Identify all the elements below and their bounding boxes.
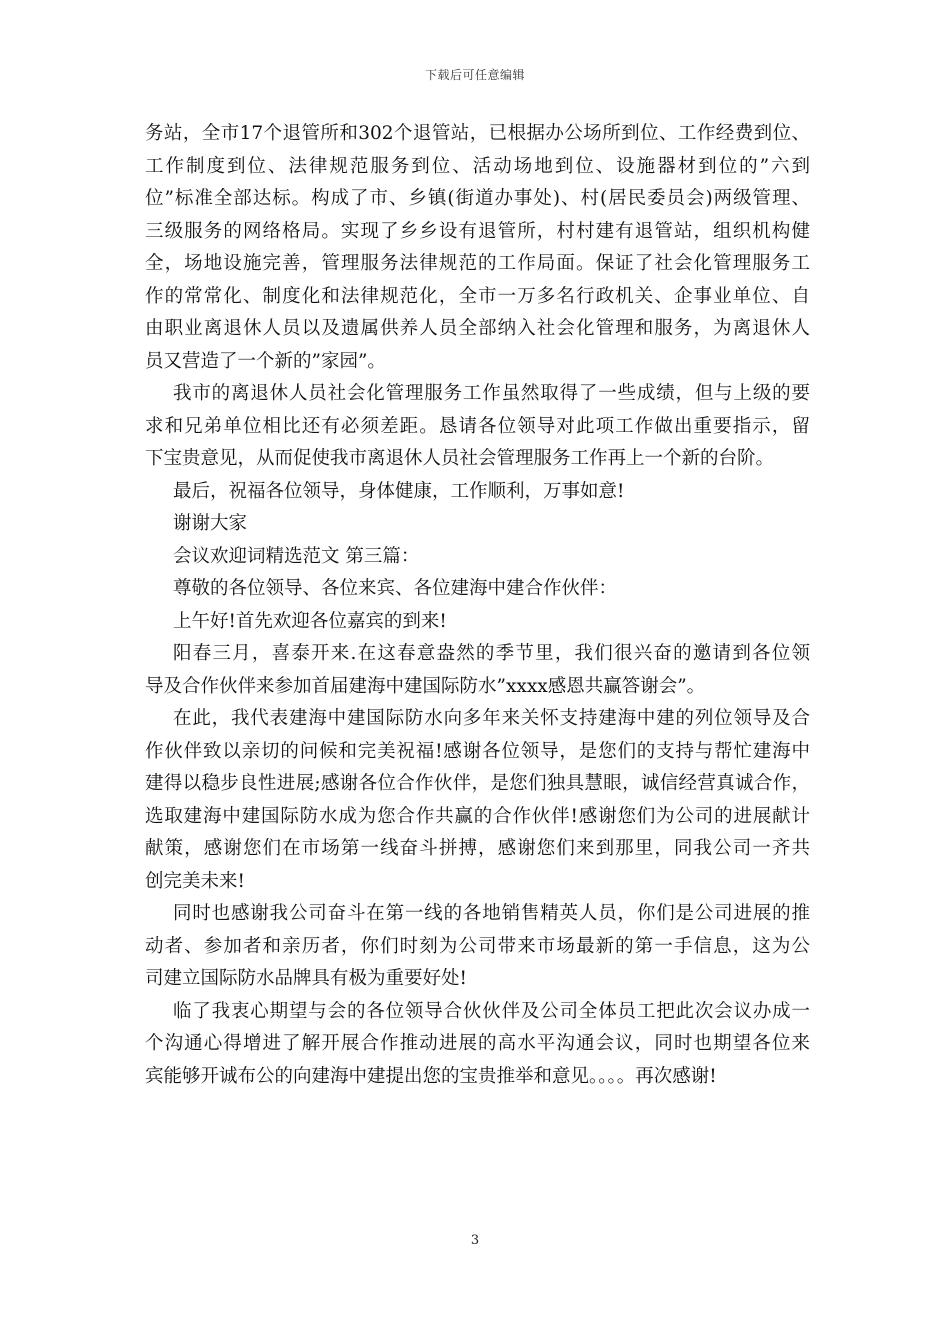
text-line: 宾能够开诚布公的向建海中建提出您的宝贵推举和意见。。。。再次感谢! — [145, 1065, 717, 1087]
text-line: 下宝贵意见，从而促使我市离退休人员社会管理服务工作再上一个新的台阶。 — [145, 448, 775, 469]
text-line: 同时也感谢我公司奋斗在第一线的各地销售精英人员，你们是公司进展的推 — [173, 903, 810, 924]
text-line: 选取建海中建国际防水成为您合作共赢的合作伙伴!感谢您们为公司的进展献计 — [145, 805, 810, 827]
text-line: 在此，我代表建海中建国际防水向多年来关怀支持建海中建的列位领导及合 — [173, 708, 810, 729]
document-body — [145, 118, 810, 1093]
text-line: 位”标准全部达标。构成了市、乡镇(街道办事处)、村(居民委员会)两级管理、 — [145, 188, 810, 209]
text-line: 动者、参加者和亲历者，你们时刻为公司带来市场最新的第一手信息，这为公 — [145, 935, 810, 957]
text-line: 献策，感谢您们在市场第一线奋斗拼搏，感谢您们来到那里，同我公司一齐共 — [145, 838, 810, 859]
text-line: 导及合作伙伴来参加首届建海中建国际防水”xxxx感恩共赢答谢会”。 — [145, 675, 706, 697]
text-line: 个沟通心得增进了解开展合作推动进展的高水平沟通会议，同时也期望各位来 — [145, 1033, 810, 1054]
page-header: 下载后可任意编辑 — [424, 68, 525, 82]
text-line: 上午好!首先欢迎各位嘉宾的到来! — [173, 610, 447, 632]
salutation: 尊敬的各位领导、各位来宾、各位建海中建合作伙伴： — [173, 578, 618, 599]
text-line: 全，场地设施完善，管理服务法律规范的工作局面。保证了社会化管理服务工 — [145, 253, 810, 274]
text-line: 三级服务的网络格局。实现了乡乡设有退管所，村村建有退管站，组织机构健 — [145, 220, 810, 242]
text-line: 创完美未来! — [145, 870, 245, 892]
text-line: 由职业离退休人员以及遗属供养人员全部纳入社会化管理和服务，为离退休人 — [145, 318, 810, 339]
text-line: 最后，祝福各位领导，身体健康，工作顺利，万事如意! — [173, 480, 625, 502]
text-line: 谢谢大家 — [173, 513, 248, 534]
text-line: 阳春三月，喜泰开来.在这春意盎然的季节里，我们很兴奋的邀请到各位领 — [173, 643, 810, 664]
text-line: 我市的离退休人员社会化管理服务工作虽然取得了一些成绩，但与上级的要 — [173, 383, 810, 404]
text-line: 作伙伴致以亲切的问候和完美祝福!感谢各位领导，是您们的支持与帮忙建海中 — [145, 740, 810, 762]
section-heading: 会议欢迎词精选范文 第三篇： — [173, 545, 420, 567]
page-number: 3 — [470, 1233, 480, 1248]
text-line: 工作制度到位、法律规范服务到位、活动场地到位、设施器材到位的”六到 — [145, 155, 810, 177]
text-line: 建得以稳步良性进展;感谢各位合作伙伴，是您们独具慧眼，诚信经营真诚合作， — [145, 773, 810, 794]
text-line: 司建立国际防水品牌具有极为重要好处! — [145, 968, 467, 989]
text-line: 求和兄弟单位相比还有必须差距。恳请各位领导对此项工作做出重要指示，留 — [145, 415, 810, 437]
text-line: 员又营造了一个新的”家园”。 — [145, 350, 386, 372]
text-line: 务站，全市17个退管所和302个退管站，已根据办公场所到位、工作经费到位、 — [145, 123, 810, 144]
text-line: 临了我衷心期望与会的各位领导合伙伙伴及公司全体员工把此次会议办成一 — [173, 1000, 810, 1022]
text-line: 作的常常化、制度化和法律规范化，全市一万多名行政机关、企事业单位、自 — [145, 285, 810, 307]
